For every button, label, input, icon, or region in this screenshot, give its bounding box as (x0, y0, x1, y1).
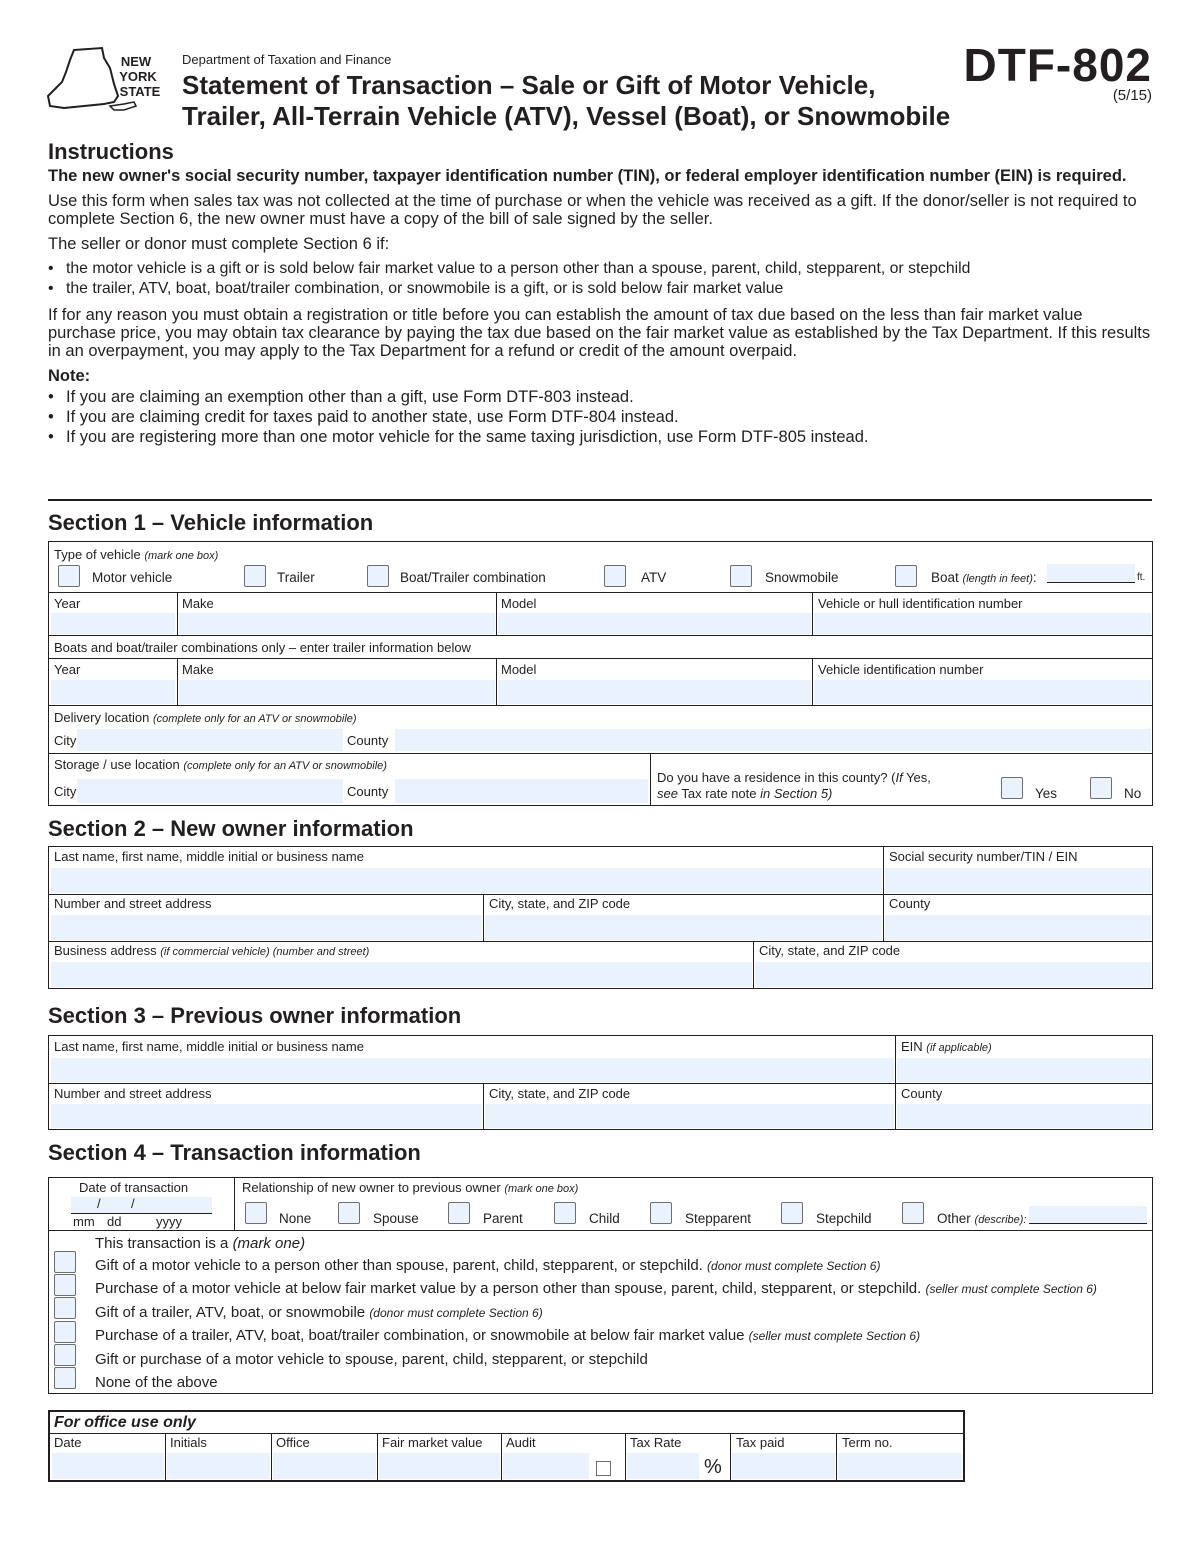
divider (812, 592, 813, 635)
residence-yes-label: Yes (1035, 786, 1058, 801)
instructions (48, 139, 1152, 454)
office-audit-input[interactable] (503, 1453, 589, 1479)
new-owner-city-input[interactable] (485, 915, 882, 940)
storage-city-input[interactable] (77, 779, 343, 803)
new-owner-street-label: Number and street address (54, 896, 212, 911)
delivery-city-label: City (54, 733, 77, 748)
boat-length-input[interactable] (1047, 564, 1135, 582)
rel-other-underline (1029, 1223, 1147, 1224)
prev-owner-city-label: City, state, and ZIP code (489, 1086, 631, 1101)
delivery-county-label: County (347, 733, 389, 748)
section3-title: Section 3 – Previous owner information (48, 1003, 462, 1028)
snowmobile-checkbox[interactable] (730, 565, 752, 587)
office-office-label: Office (276, 1435, 310, 1450)
divider (49, 1083, 1152, 1084)
mm-label: mm (73, 1214, 95, 1229)
divider (496, 592, 497, 635)
rel-child-checkbox[interactable] (554, 1202, 576, 1224)
divider (49, 753, 1152, 754)
divider (165, 1433, 166, 1480)
divider (625, 1433, 626, 1480)
make-input[interactable] (179, 613, 495, 634)
divider (483, 894, 484, 941)
transaction-option-4: Purchase of a trailer, ATV, boat, boat/trailer combination, or snowmobile at below fair market value (seller must complete Section 6) (95, 1327, 921, 1344)
business-address-input[interactable] (51, 962, 752, 987)
make-label: Make (182, 596, 214, 611)
divider (883, 894, 884, 941)
divider (234, 1178, 235, 1230)
trailer-make-input[interactable] (179, 680, 495, 704)
prev-owner-street-label: Number and street address (54, 1086, 212, 1101)
yyyy-label: yyyy (156, 1214, 182, 1229)
new-owner-county-input[interactable] (885, 915, 1151, 940)
divider (753, 941, 754, 988)
dd-label: dd (107, 1214, 122, 1229)
office-audit-label: Audit (506, 1435, 536, 1450)
office-fmv-label: Fair market value (382, 1435, 483, 1450)
trailer-model-input[interactable] (498, 680, 811, 704)
trailer-make-label: Make (182, 662, 214, 677)
rel-stepchild-label: Stepchild (816, 1211, 872, 1226)
divider (730, 1433, 731, 1480)
section6-conditions (48, 260, 1152, 298)
divider (650, 753, 651, 805)
motor-vehicle-label: Motor vehicle (92, 570, 173, 585)
business-city-label: City, state, and ZIP code (759, 943, 901, 958)
divider (883, 847, 884, 894)
business-city-input[interactable] (755, 962, 1151, 987)
divider (49, 658, 1152, 659)
office-taxrate-label: Tax Rate (630, 1435, 682, 1450)
section4-title: Section 4 – Transaction information (48, 1140, 421, 1165)
trailer-vin-label: Vehicle identification number (818, 662, 984, 677)
rel-stepparent-checkbox[interactable] (650, 1202, 672, 1224)
trailer-vin-input[interactable] (814, 680, 1151, 704)
trailer-label: Trailer (277, 570, 315, 585)
rel-child-label: Child (589, 1211, 620, 1226)
storage-county-input[interactable] (395, 779, 648, 803)
delivery-city-input[interactable] (77, 729, 343, 751)
delivery-location-label: Delivery location (complete only for an ATV or snowmobile) (54, 710, 357, 725)
instructions-p2: The seller or donor must complete Section 6 if: (48, 235, 390, 253)
form-title-line1: Statement of Transaction – Sale or Gift of Motor Vehicle, (182, 70, 876, 100)
form-title-line2: Trailer, All-Terrain Vehicle (ATV), Vessel (Boat), or Snowmobile (182, 101, 951, 131)
trailer-model-label: Model (501, 662, 537, 677)
year-label: Year (54, 596, 81, 611)
motor-vehicle-checkbox[interactable] (58, 565, 80, 587)
prev-owner-county-label: County (901, 1086, 943, 1101)
vin-hull-label: Vehicle or hull identification number (818, 596, 1023, 611)
note-label: Note: (48, 367, 91, 385)
boats-note: Boats and boat/trailer combinations only – enter trailer information below (54, 640, 471, 655)
rel-none-label: None (279, 1211, 312, 1226)
section2-box (48, 846, 1153, 989)
storage-county-label: County (347, 784, 389, 799)
rel-parent-checkbox[interactable] (448, 1202, 470, 1224)
rel-none-checkbox[interactable] (245, 1202, 267, 1224)
list-item: • the motor vehicle is a gift or is sold below fair market value to a person other than a spouse, parent, child, stepparent, or stepchild (48, 260, 1152, 278)
divider (49, 1230, 1152, 1231)
svg-text:NEW: NEW (120, 54, 152, 69)
residence-yes-checkbox[interactable] (1001, 777, 1023, 799)
divider (501, 1433, 502, 1480)
trailer-checkbox[interactable] (244, 565, 266, 587)
divider (49, 635, 1152, 636)
rel-other-checkbox[interactable] (902, 1202, 924, 1224)
svg-text:YORK: YORK (119, 69, 157, 84)
office-fmv-input[interactable] (379, 1453, 500, 1479)
transaction-option-6-checkbox[interactable] (54, 1367, 76, 1389)
storage-location-label: Storage / use location (complete only for an ATV or snowmobile) (54, 757, 387, 772)
list-item: • the trailer, ATV, boat, boat/trailer combination, or snowmobile is a gift, or is sold below fair market value (48, 280, 1152, 298)
rel-other-input[interactable] (1029, 1206, 1147, 1223)
business-address-label: Business address (if commercial vehicle) (number and street) (54, 943, 370, 958)
divider (271, 1433, 272, 1480)
date-of-transaction-label: Date of transaction (79, 1180, 189, 1195)
ein-input[interactable] (897, 1058, 1151, 1082)
instructions-p3: If for any reason you must obtain a registration or title before you can establish the amount of tax due based on the less than fair market value purchase price, you may obtain tax clearance by paying the tax due based on the fair market value as established by the Tax Department. If this results in an overpayment, you may apply to the Tax Department for a refund or credit of the amount overpaid. (48, 306, 1151, 360)
boat-checkbox[interactable] (895, 565, 917, 587)
divider (49, 941, 1152, 942)
prev-owner-county-input[interactable] (897, 1104, 1151, 1128)
date-slash: / (131, 1196, 135, 1211)
transaction-type-label: This transaction is a (mark one) (95, 1235, 306, 1252)
list-item: • If you are claiming an exemption other than a gift, use Form DTF-803 instead. (48, 388, 1152, 406)
section4-box (48, 1177, 1153, 1394)
department-name: Department of Taxation and Finance (182, 52, 392, 67)
prev-owner-city-input[interactable] (485, 1104, 894, 1128)
divider (49, 705, 1152, 706)
boat-length-underline (1047, 582, 1135, 583)
delivery-county-input[interactable] (395, 729, 1151, 751)
ssn-input[interactable] (885, 868, 1151, 893)
transaction-option-5: Gift or purchase of a motor vehicle to spouse, parent, child, stepparent, or stepchild (95, 1351, 648, 1368)
office-office-input[interactable] (273, 1453, 376, 1479)
relationship-label: Relationship of new owner to previous owner (mark one box) (242, 1180, 579, 1195)
transaction-option-3-checkbox[interactable] (54, 1297, 76, 1319)
divider (50, 1433, 963, 1434)
office-initials-label: Initials (170, 1435, 207, 1450)
office-taxpaid-input[interactable] (732, 1453, 835, 1479)
transaction-option-2: Purchase of a motor vehicle at below fair market value by a person other than spouse, parent, child, stepparent, or stepchild. (seller must complete Section 6) (95, 1280, 1097, 1297)
divider (177, 592, 178, 635)
divider (49, 894, 1152, 895)
storage-city-label: City (54, 784, 77, 799)
section2-title: Section 2 – New owner information (48, 816, 414, 841)
new-owner-name-label: Last name, first name, middle initial or business name (54, 849, 364, 864)
new-owner-county-label: County (889, 896, 931, 911)
instructions-p1: Use this form when sales tax was not collected at the time of purchase or when the vehicle was received as a gift. If the donor/seller is not required to complete Section 6, the new owner must have a copy of the bill of sale signed by the seller. (48, 192, 1137, 228)
date-slash: / (97, 1196, 101, 1211)
office-taxpaid-label: Tax paid (736, 1435, 785, 1450)
rel-spouse-checkbox[interactable] (338, 1202, 360, 1224)
transaction-option-6: None of the above (95, 1374, 218, 1391)
snowmobile-label: Snowmobile (765, 570, 839, 585)
divider (895, 1083, 896, 1129)
office-termno-input[interactable] (838, 1453, 962, 1479)
divider (496, 658, 497, 705)
ein-label: EIN (if applicable) (901, 1039, 992, 1054)
form-title (182, 70, 982, 132)
divider (177, 658, 178, 705)
rel-stepparent-label: Stepparent (685, 1211, 752, 1226)
divider (895, 1036, 896, 1083)
rel-spouse-label: Spouse (373, 1211, 419, 1226)
office-date-label: Date (54, 1435, 82, 1450)
form-number: DTF-802 (963, 39, 1152, 91)
vin-hull-input[interactable] (814, 613, 1151, 634)
rel-other-label: Other (describe): (937, 1211, 1027, 1226)
rel-stepchild-checkbox[interactable] (781, 1202, 803, 1224)
office-initials-input[interactable] (167, 1453, 270, 1479)
divider (48, 499, 1152, 501)
list-item: • If you are claiming credit for taxes paid to another state, use Form DTF-804 instead. (48, 408, 1152, 426)
transaction-option-4-checkbox[interactable] (54, 1321, 76, 1343)
svg-text:STATE: STATE (119, 84, 161, 99)
new-owner-street-input[interactable] (51, 915, 482, 940)
percent-sign: % (704, 1456, 722, 1478)
new-owner-name-input[interactable] (51, 868, 882, 893)
atv-checkbox[interactable] (604, 565, 626, 587)
form-revision: (5/15) (1112, 87, 1152, 104)
residence-question: Do you have a residence in this county? (If Yes, see Tax rate note in Section 5) (657, 770, 931, 801)
atv-label: ATV (641, 570, 667, 585)
divider (377, 1433, 378, 1480)
nys-logo (44, 44, 170, 122)
office-use-title: For office use only (54, 1414, 196, 1431)
ft-label: ft. (1137, 572, 1146, 583)
transaction-option-1: Gift of a motor vehicle to a person other than spouse, parent, child, stepparent, or stepchild. (donor must complete Section 6) (95, 1257, 881, 1274)
instructions-heading: Instructions (48, 139, 174, 164)
section1-title: Section 1 – Vehicle information (48, 510, 374, 535)
note-list (48, 388, 1152, 446)
section3-box (48, 1035, 1153, 1130)
divider (483, 1083, 484, 1129)
transaction-option-5-checkbox[interactable] (54, 1344, 76, 1366)
trailer-year-label: Year (54, 662, 81, 677)
new-owner-city-label: City, state, and ZIP code (489, 896, 631, 911)
prev-owner-name-label: Last name, first name, middle initial or business name (54, 1039, 364, 1054)
date-of-transaction-input[interactable] (71, 1197, 212, 1214)
transaction-option-1-checkbox[interactable] (54, 1251, 76, 1273)
year-input[interactable] (51, 613, 175, 634)
trailer-year-input[interactable] (51, 680, 175, 704)
office-use-box (48, 1410, 965, 1482)
model-input[interactable] (498, 613, 811, 634)
divider (836, 1433, 837, 1480)
model-label: Model (501, 596, 537, 611)
required-note: The new owner's social security number, taxpayer identification number (TIN), or federal employer identification number (EIN) is required. (48, 167, 1127, 185)
residence-no-checkbox[interactable] (1090, 777, 1112, 799)
ssn-label: Social security number/TIN / EIN (889, 849, 1078, 864)
vehicle-type-label: Type of vehicle (mark one box) (54, 547, 219, 562)
office-taxrate-input[interactable] (627, 1453, 699, 1479)
list-item: • If you are registering more than one motor vehicle for the same taxing jurisdiction, use Form DTF-805 instead. (48, 428, 1152, 446)
residence-no-label: No (1124, 786, 1142, 801)
divider (812, 658, 813, 705)
office-termno-label: Term no. (842, 1435, 893, 1450)
boat-trailer-label: Boat/Trailer combination (400, 570, 546, 585)
boat-trailer-checkbox[interactable] (367, 565, 389, 587)
section1-box (48, 541, 1153, 806)
transaction-option-2-checkbox[interactable] (54, 1274, 76, 1296)
rel-parent-label: Parent (483, 1211, 523, 1226)
boat-label: Boat (length in feet): (931, 570, 1037, 585)
prev-owner-street-input[interactable] (51, 1104, 482, 1128)
office-audit-checkbox[interactable] (596, 1461, 611, 1476)
transaction-option-3: Gift of a trailer, ATV, boat, or snowmobile (donor must complete Section 6) (95, 1304, 543, 1321)
office-date-input[interactable] (52, 1453, 164, 1479)
divider (49, 592, 1152, 593)
prev-owner-name-input[interactable] (51, 1058, 894, 1082)
